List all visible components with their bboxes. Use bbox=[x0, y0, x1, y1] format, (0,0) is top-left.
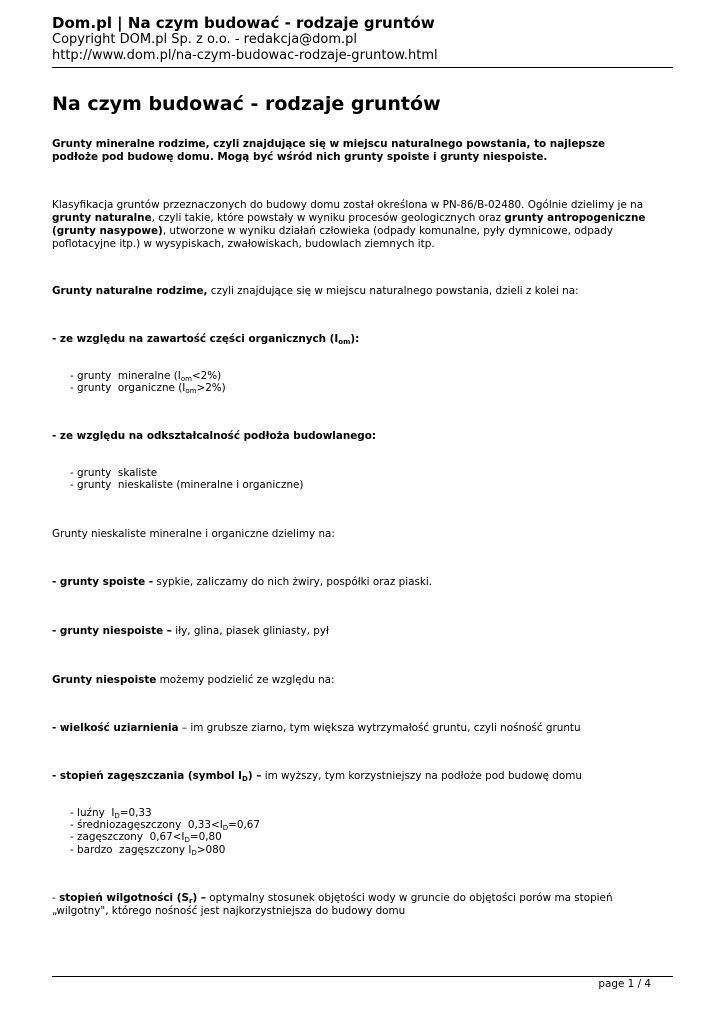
paragraph-moisture bbox=[52, 892, 652, 918]
bold-span bbox=[52, 770, 261, 782]
heading-organic-content bbox=[52, 333, 652, 346]
text-span: , czyli takie, które powstały w wyniku procesów geologicznych oraz bbox=[151, 212, 505, 224]
header-divider bbox=[52, 67, 673, 68]
text-span: - luźny I bbox=[70, 807, 115, 819]
text-span: - grunty mineralne (I bbox=[70, 370, 181, 382]
article-title: Na czym budować - rodzaje gruntów bbox=[52, 93, 441, 115]
text-span: =0,67 bbox=[228, 819, 261, 832]
text-span: iły, glina, piasek gliniasty, pył bbox=[172, 625, 329, 637]
text-span: >2%) bbox=[196, 382, 226, 395]
bold-span bbox=[59, 892, 206, 904]
text-span: - bbox=[52, 892, 60, 904]
text-span: <2%) bbox=[191, 370, 222, 382]
paragraph-grain-size bbox=[52, 722, 652, 735]
paragraph-natural-soils bbox=[52, 285, 652, 298]
subscript: om bbox=[180, 375, 192, 383]
text-span: >080 bbox=[196, 843, 226, 856]
heading-deformability: - ze względu na odkształcalność podłoża budowlanego: bbox=[52, 430, 377, 442]
text-span: – im grubsze ziarno, tym większa wytrzymałość gruntu, czyli nośność gruntu bbox=[178, 722, 581, 734]
subscript: D bbox=[114, 812, 120, 820]
paragraph-cohesive bbox=[52, 576, 652, 589]
subscript: om bbox=[185, 387, 197, 396]
text-span: ) – bbox=[247, 770, 262, 782]
list-item bbox=[70, 819, 650, 831]
subscript: om bbox=[338, 338, 351, 346]
header-copyright: Copyright DOM.pl Sp. z o.o. - redakcja@dom.pl bbox=[52, 32, 358, 47]
paragraph-classification bbox=[52, 199, 652, 251]
text-span: - średniozagęszczony 0,33<I bbox=[70, 819, 223, 832]
list-item bbox=[70, 807, 650, 819]
text-span: optymalny stosunek objętości wody w gruncie do objętości porów ma stopień „wilgotny", którego nośność jest najkorzystniejsza do budowy domu bbox=[52, 892, 613, 917]
paragraph-noncohesive bbox=[52, 625, 652, 638]
list-item bbox=[70, 844, 650, 856]
text-span: możemy podzielić ze względu na: bbox=[156, 674, 335, 686]
text-span: czyli znajdujące się w miejscu naturalnego powstania, dzieli z kolei na: bbox=[207, 285, 579, 297]
document-header bbox=[52, 14, 672, 64]
subscript: D bbox=[242, 775, 248, 783]
page-number: page 1 / 4 bbox=[598, 978, 651, 990]
subscript: D bbox=[191, 848, 197, 857]
list-deformability bbox=[70, 467, 650, 491]
subscript: D bbox=[222, 824, 229, 833]
bold-span: - wielkość uziarnienia bbox=[52, 722, 179, 734]
footer-divider bbox=[52, 976, 673, 977]
subscript: r bbox=[188, 897, 193, 905]
text-span: , utworzone w wyniku działań człowieka (odpady komunalne, pyły dymnicowe, odpady poflotacyjne itp.) w wysypiskach, zwałowiskach, budowlach ziemnych itp. bbox=[52, 225, 613, 250]
bold-span: - grunty spoiste - bbox=[52, 576, 154, 588]
bold-span: Grunty niespoiste bbox=[52, 674, 157, 686]
text-span: - ze względu na zawartość części organicznych (I bbox=[52, 333, 339, 345]
text-span: sypkie, zaliczamy do nich żwiry, pospółki oraz piaski. bbox=[153, 576, 433, 588]
bold-span: grunty antropogeniczne (grunty nasypowe) bbox=[52, 212, 646, 237]
list-compaction bbox=[70, 807, 650, 856]
list-item bbox=[70, 370, 650, 382]
text-span: - grunty organiczne (I bbox=[70, 382, 186, 395]
text-span: - bardzo zagęszczony I bbox=[70, 843, 192, 856]
text-span: Klasyfikacja gruntów przeznaczonych do budowy domu został określona w PN-86/B-02480. Ogólnie dzielimy je na bbox=[52, 199, 644, 211]
list-item bbox=[70, 382, 650, 394]
list-organic bbox=[70, 370, 650, 394]
text-span: =0,80 bbox=[189, 831, 222, 844]
bold-span: - grunty niespoiste – bbox=[52, 625, 172, 637]
header-title: Dom.pl | Na czym budować - rodzaje gruntów bbox=[52, 14, 435, 32]
list-item: - grunty nieskaliste (mineralne i organiczne) bbox=[70, 479, 304, 492]
subscript: D bbox=[184, 836, 190, 845]
header-url: http://www.dom.pl/na-czym-budowac-rodzaje-gruntow.html bbox=[52, 48, 438, 63]
text-span: im wyższy, tym korzystniejszy na podłoże pod budowę domu bbox=[261, 770, 582, 782]
paragraph-nonrocky: Grunty nieskaliste mineralne i organiczne dzielimy na: bbox=[52, 528, 335, 540]
list-item: - grunty skaliste bbox=[70, 467, 158, 479]
text-span: ) – bbox=[192, 892, 206, 904]
bold-span: Grunty naturalne rodzime, bbox=[52, 285, 208, 297]
text-span: - stopień zagęszczania (symbol I bbox=[52, 770, 243, 782]
text-span: ): bbox=[350, 333, 360, 345]
bold-span: grunty naturalne bbox=[52, 212, 152, 224]
list-item bbox=[70, 831, 650, 843]
text-span: stopień wilgotności (S bbox=[59, 892, 189, 904]
article-lead: Grunty mineralne rodzime, czyli znajdujące się w miejscu naturalnego powstania, to najlepsze podłoże pod budowę domu. Mogą być wśród nich grunty spoiste i grunty niespoiste. bbox=[52, 138, 606, 163]
paragraph-division bbox=[52, 674, 652, 687]
text-span: - zagęszczony 0,67<I bbox=[70, 831, 185, 844]
text-span: =0,33 bbox=[119, 807, 152, 819]
paragraph-compaction bbox=[52, 770, 652, 783]
